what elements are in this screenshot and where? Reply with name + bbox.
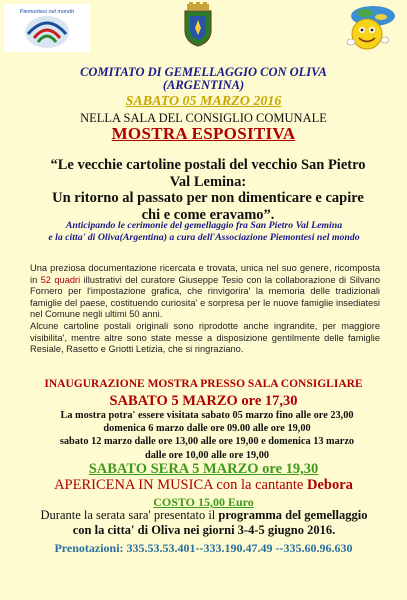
visit-line: La mostra potra' essere visitata sabato 05 marzo fino alle ore 23,00 xyxy=(60,410,354,421)
exhibit-quote xyxy=(18,157,398,223)
quote-line: chi e come eravamo”. xyxy=(141,206,275,223)
program-highlight: programma del gemellaggio xyxy=(218,508,368,522)
visit-line: domenica 6 marzo dalle ore 09.00 alle ore 19,00 xyxy=(103,423,311,435)
event-date: SABATO 05 MARZO 2016 xyxy=(125,94,282,109)
body-p2: Alcune cartoline postali originali sono riprodotte anche ingrandite, per maggiore visibilita', mentre altre sono state messe a disposizione gentilmente delle famiglie Resiale, Rasetto e Griotti Letizia, che si ringraziano. xyxy=(30,320,380,355)
intro-line: Anticipando le cerimonie del gemellaggio fra San Pietro Val Lemina xyxy=(65,220,343,231)
committee-heading xyxy=(0,66,407,92)
inauguration-time: SABATO 5 MARZO ore 17,30 xyxy=(109,393,298,409)
apericena-text: APERICENA IN MUSICA con la cantante xyxy=(54,477,307,493)
description-body xyxy=(30,263,380,356)
quote-line: Val Lemina: xyxy=(169,173,247,190)
evening-note xyxy=(14,508,394,538)
evening-event-time: SABATO SERA 5 MARZO ore 19,30 xyxy=(88,461,319,477)
logo-bar xyxy=(0,0,407,68)
twinning-dates: con la citta' di Oliva nei giorni 3-4-5 giugno 2016. xyxy=(72,523,336,537)
quote-line: “Le vecchie cartoline postali del vecchio San Pietro xyxy=(50,157,366,173)
visit-line: dalle ore 10,00 alle ore 19,00 xyxy=(144,449,270,461)
svg-text:Piemontesi nel mondo: Piemontesi nel mondo xyxy=(19,9,75,15)
intro-note xyxy=(12,220,396,243)
body-p1-start: Una preziosa documentazione ricercata e trovata, unica nel suo genere, ricomposta in xyxy=(30,263,380,285)
singer-name: Debora xyxy=(307,477,353,493)
reservation-phones: Prenotazioni: 335.53.53.401--333.190.47.49 --335.60.96.630 xyxy=(54,541,353,555)
smiley-globe-mascot-icon xyxy=(341,2,399,54)
cost-line: COSTO 15,00 Euro xyxy=(153,495,254,509)
piemontesi-logo xyxy=(4,4,90,52)
intro-line: e la citta' di Oliva(Argentina) a cura dell'Associazione Piemontesi nel mondo xyxy=(48,231,360,243)
venue-line: NELLA SALA DEL CONSIGLIO COMUNALE xyxy=(80,111,327,125)
exhibit-title: MOSTRA ESPOSITIVA xyxy=(111,124,296,143)
committee-heading-line1: COMITATO DI GEMELLAGGIO CON OLIVA xyxy=(80,65,327,79)
inauguration-heading: INAUGURAZIONE MOSTRA PRESSO SALA CONSIGLIARE xyxy=(44,378,363,390)
body-p1-end: illustrativi del curatore Giuseppe Tesio con la collaborazione di Silvano Fornero per l'impostazione grafica, che rinvigorira' la memoria delle tradizionali famiglie del paese, costituendo curiosita' e sorpresa per le nuove famiglie insediatesi nel Comune negli ultimi 50 anni. xyxy=(30,274,380,320)
municipal-crest-icon xyxy=(181,2,215,48)
evening-note-start: Durante la serata sara' presentato il xyxy=(40,508,219,522)
quadri-count: 52 quadri xyxy=(40,274,81,285)
quote-line: Un ritorno al passato per non dimenticare e capire xyxy=(52,190,364,206)
apericena-line xyxy=(0,477,407,494)
visit-line: sabato 12 marzo dalle ore 13,00 alle ore 19,00 e domenica 13 marzo xyxy=(59,436,355,448)
visiting-hours xyxy=(22,409,392,462)
committee-heading-line2: (ARGENTINA) xyxy=(162,78,245,92)
